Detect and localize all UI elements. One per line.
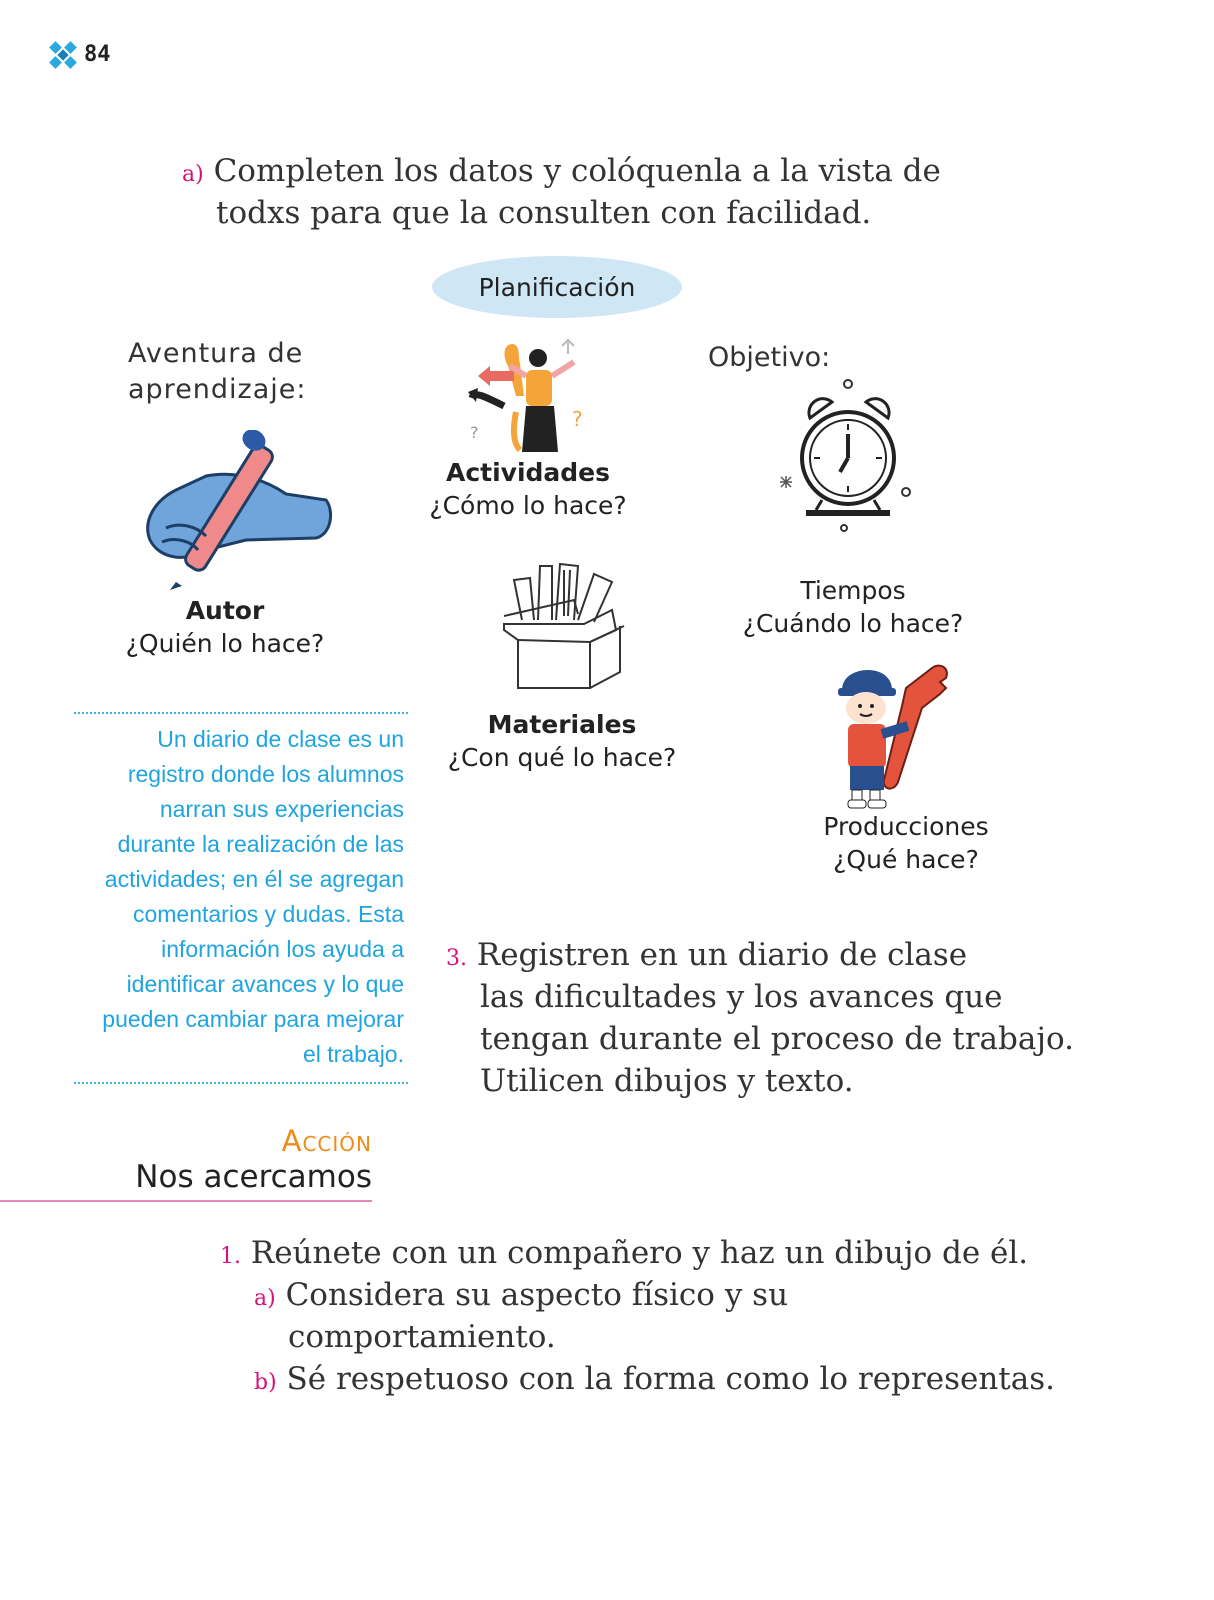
note-line: el trabajo.: [302, 1041, 404, 1067]
alarm-clock-icon: [776, 376, 916, 536]
section-heading: [0, 1124, 372, 1202]
note-line: registro donde los alumnos: [127, 761, 404, 787]
step1-b: [254, 1358, 1055, 1404]
book-logo-icon: [48, 40, 78, 70]
step1-a-line2: comportamiento.: [288, 1319, 556, 1355]
step3-line: Utilicen dibujos y texto.: [480, 1063, 854, 1099]
materiales-caption: [434, 710, 690, 772]
step1-text: Reúnete con un compañero y haz un dibujo de él.: [250, 1235, 1029, 1271]
note-line: narran sus experiencias: [159, 796, 404, 822]
step3-label: 3.: [446, 946, 467, 971]
actividades-title: Actividades: [445, 458, 611, 487]
page-number: 84: [84, 42, 111, 67]
note-line: pueden cambiar para mejorar: [102, 1006, 404, 1032]
aventura-line2: aprendizaje:: [128, 374, 307, 405]
supplies-box-icon: [494, 560, 634, 694]
diario-note: [74, 712, 408, 1084]
instruction-a-label: a): [182, 162, 204, 187]
materiales-question: ¿Con qué lo hace?: [447, 743, 677, 772]
note-line: identificar avances y lo que: [126, 971, 404, 997]
aventura-label: [128, 336, 306, 408]
autor-question: ¿Quién lo hace?: [125, 629, 325, 658]
step3-line: Registren en un diario de clase: [476, 937, 968, 973]
note-line: actividades; en él se agregan: [104, 866, 404, 892]
step1-a-label: a): [254, 1286, 276, 1311]
actividades-question: ¿Cómo lo hace?: [429, 491, 627, 520]
step1: [220, 1232, 1028, 1278]
producciones-title: Producciones: [823, 812, 989, 841]
planificacion-label: Planificación: [478, 272, 636, 302]
instruction-a-line1: Completen los datos y colóquenla a la vista de: [213, 153, 941, 189]
tiempos-question: ¿Cuándo lo hace?: [742, 609, 964, 638]
person-choices-icon: [464, 336, 594, 456]
aventura-line1: Aventura de: [128, 338, 304, 369]
instruction-a-line2: todxs para que la consulten con facilidad.: [216, 195, 872, 231]
writing-hand-icon: [136, 430, 336, 590]
note-line: durante la realización de las: [117, 831, 404, 857]
step3-line: las dificultades y los avances que: [480, 979, 1003, 1015]
tiempos-caption: [728, 576, 978, 638]
autor-title: Autor: [185, 596, 265, 625]
note-line: Un diario de clase es un: [157, 726, 404, 752]
tiempos-title: Tiempos: [800, 576, 906, 605]
objetivo-label: Objetivo:: [708, 342, 831, 373]
kid-wrench-icon: [836, 662, 952, 812]
note-line: información los ayuda a: [161, 936, 404, 962]
planificacion-pill: [432, 256, 682, 318]
section-kicker: Acción: [281, 1124, 372, 1158]
note-line: comentarios y dudas. Esta: [132, 901, 404, 927]
producciones-caption: [806, 812, 1006, 874]
instruction-a: [182, 150, 941, 196]
svg-text:?: ?: [572, 407, 583, 431]
section-title: Nos acercamos: [135, 1159, 372, 1195]
step1-a-line1: Considera su aspecto físico y su: [285, 1277, 789, 1313]
actividades-caption: [420, 458, 636, 520]
step1-label: 1.: [220, 1244, 241, 1269]
step3-line: tengan durante el proceso de trabajo.: [480, 1021, 1074, 1057]
step1-a: [254, 1274, 788, 1320]
producciones-question: ¿Qué hace?: [833, 845, 979, 874]
step1-b-label: b): [254, 1370, 277, 1395]
svg-text:?: ?: [470, 423, 479, 442]
materiales-title: Materiales: [487, 710, 637, 739]
autor-caption: [112, 596, 338, 658]
step1-b-text: Sé respetuoso con la forma como lo representas.: [286, 1361, 1055, 1397]
step3: [446, 934, 967, 980]
